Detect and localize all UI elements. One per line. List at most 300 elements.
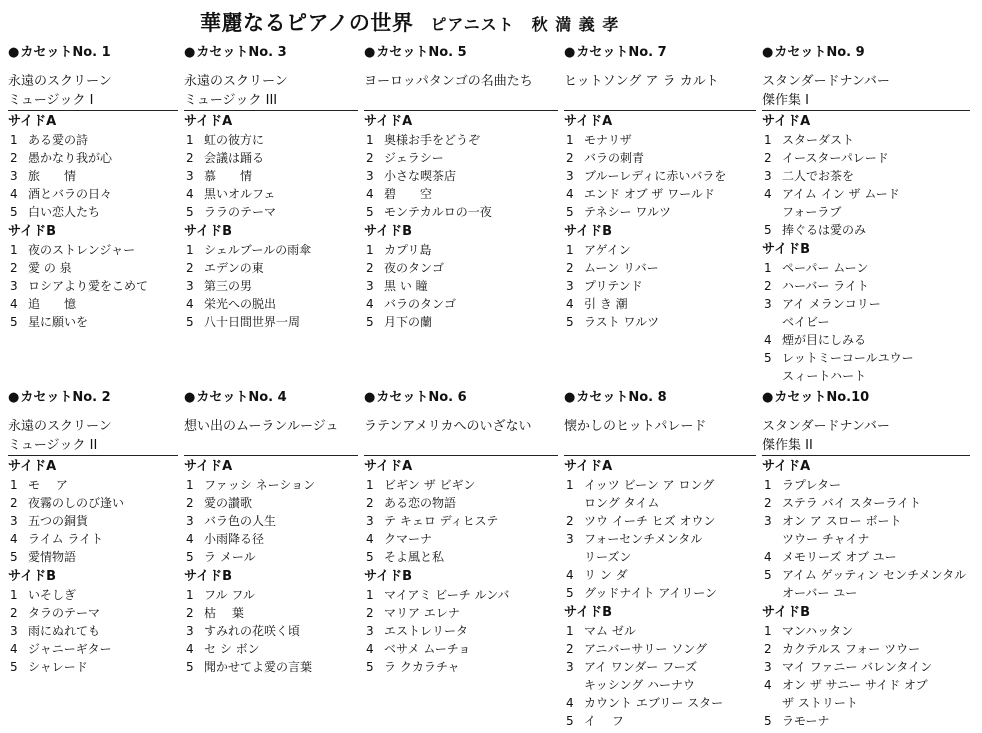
track-title xyxy=(204,476,364,494)
track-number: 5 xyxy=(186,550,194,564)
cassette-row-bottom xyxy=(8,388,976,733)
track-number: 2 xyxy=(764,496,772,510)
track-item xyxy=(8,167,184,185)
track-number: 1 xyxy=(366,133,374,147)
track-title xyxy=(384,586,564,604)
track-number: 4 xyxy=(566,696,574,710)
track-item xyxy=(184,476,364,494)
track-title xyxy=(204,203,364,221)
track-title-line: モンテカルロの一夜 xyxy=(384,205,492,219)
track-item xyxy=(564,149,762,167)
track-title xyxy=(384,512,564,530)
track-title xyxy=(204,512,364,530)
bullet-icon: ● xyxy=(8,390,20,405)
track-item xyxy=(564,167,762,185)
track-title xyxy=(384,640,564,658)
track-number: 4 xyxy=(186,187,194,201)
track-number: 2 xyxy=(366,151,374,165)
side-label: サイドA xyxy=(184,459,233,474)
track-number: 1 xyxy=(10,133,18,147)
track-title-line: マンハッタン xyxy=(782,624,854,638)
track-title-line: 小さな喫茶店 xyxy=(384,169,457,183)
track-title xyxy=(782,548,976,566)
side-label: サイドA xyxy=(184,114,233,129)
track-title-line: 碧 空 xyxy=(384,187,433,201)
track-item xyxy=(184,149,364,167)
track-title-line: 愛 の 泉 xyxy=(28,261,72,275)
track-item xyxy=(564,694,762,712)
track-item xyxy=(564,241,762,259)
track-item xyxy=(184,259,364,277)
track-number: 4 xyxy=(10,642,18,656)
cassette-header xyxy=(364,388,564,408)
cassette-header xyxy=(762,43,976,63)
track-number: 3 xyxy=(764,297,772,311)
track-title-line: ビギン ザ ビギン xyxy=(384,478,476,492)
bullet-icon: ● xyxy=(762,390,774,405)
track-number: 4 xyxy=(764,187,772,201)
track-title-line: シェルブールの雨傘 xyxy=(204,243,312,257)
track-number: 5 xyxy=(764,223,772,237)
track-title xyxy=(384,149,564,167)
album-title-line: 傑作集 I xyxy=(762,93,809,108)
track-number: 2 xyxy=(366,261,374,275)
track-title-line: ロング タイム xyxy=(584,496,660,510)
side-label: サイドA xyxy=(364,459,413,474)
track-title xyxy=(204,167,364,185)
side-label: サイドB xyxy=(8,569,56,584)
track-item xyxy=(364,548,564,566)
track-title-line: 二人でお茶を xyxy=(782,169,855,183)
track-item xyxy=(184,640,364,658)
track-title xyxy=(28,530,184,548)
track-title xyxy=(782,167,976,185)
track-number: 5 xyxy=(366,660,374,674)
track-title xyxy=(384,259,564,277)
track-title-line: 小雨降る径 xyxy=(204,532,265,546)
track-title xyxy=(384,295,564,313)
track-item xyxy=(564,640,762,658)
track-title-line: 黒 い 瞳 xyxy=(384,279,428,293)
track-title xyxy=(204,259,364,277)
album-title-line: スタンダードナンバー xyxy=(762,74,890,89)
track-title-line: 八十日間世界一周 xyxy=(204,315,301,329)
track-title xyxy=(204,658,364,676)
cassette-header xyxy=(564,388,762,408)
track-item xyxy=(762,548,976,566)
pianist-credit: ピアニスト 秋 満 義 孝 xyxy=(430,15,620,34)
track-number: 1 xyxy=(764,133,772,147)
track-title-line: オン ザ サニー サイド オブ xyxy=(782,678,928,692)
track-title xyxy=(384,658,564,676)
track-item xyxy=(564,566,762,584)
track-title-line: プリテンド xyxy=(584,279,643,293)
album-title-line: ヨーロッパタンゴの名曲たち xyxy=(364,74,533,89)
track-title-line: 夜のタンゴ xyxy=(384,261,445,275)
cassette-block xyxy=(762,388,976,733)
track-title-line: アイム イン ザ ムード xyxy=(782,187,900,201)
cassette-number: カセットNo. 2 xyxy=(20,390,111,405)
track-title-line: フォーセンチメンタル xyxy=(584,532,703,546)
track-number: 4 xyxy=(366,642,374,656)
track-title-line: グッドナイト アイリーン xyxy=(584,586,718,600)
track-title xyxy=(584,259,762,277)
track-title xyxy=(204,295,364,313)
track-title xyxy=(384,277,564,295)
track-title xyxy=(204,548,364,566)
track-item xyxy=(184,494,364,512)
track-title xyxy=(584,530,762,566)
track-number: 4 xyxy=(366,532,374,546)
bullet-icon: ● xyxy=(184,390,196,405)
side-label: サイドB xyxy=(8,224,56,239)
album-title-line: 永遠のスクリーン xyxy=(8,419,112,434)
track-title-line: 黒いオルフェ xyxy=(204,187,276,201)
track-number: 3 xyxy=(366,279,374,293)
track-item xyxy=(762,277,976,295)
track-title-line: オン ア スロー ボート xyxy=(782,514,902,528)
track-title-line: セ シ ボン xyxy=(204,642,260,656)
track-item xyxy=(364,658,564,676)
track-title-line: ファッシ ネーション xyxy=(204,478,316,492)
track-title xyxy=(584,712,762,730)
track-title xyxy=(204,313,364,331)
track-title xyxy=(204,277,364,295)
cassette-block xyxy=(184,43,364,388)
cassette-block xyxy=(364,43,564,388)
track-number: 5 xyxy=(10,660,18,674)
track-title xyxy=(384,604,564,622)
track-item xyxy=(184,586,364,604)
track-number: 2 xyxy=(10,606,18,620)
track-item xyxy=(564,658,762,694)
track-title-line: スィートハート xyxy=(782,369,867,383)
track-title-line: リーズン xyxy=(584,550,632,564)
track-title-line: マリア エレナ xyxy=(384,606,460,620)
album-title xyxy=(184,63,358,111)
track-number: 1 xyxy=(566,478,574,492)
track-item xyxy=(364,295,564,313)
track-number: 3 xyxy=(366,169,374,183)
track-title xyxy=(782,131,976,149)
track-item xyxy=(184,604,364,622)
track-item xyxy=(564,712,762,730)
track-title-line: アイ メランコリー xyxy=(782,297,881,311)
track-title-line: リ ン ダ xyxy=(584,568,628,582)
track-title-line: アイ ワンダー フーズ xyxy=(584,660,698,674)
track-number: 3 xyxy=(10,279,18,293)
track-item xyxy=(762,185,976,221)
track-title-line: アイム ゲッティン センチメンタル xyxy=(782,568,967,582)
track-number: 5 xyxy=(366,205,374,219)
track-title xyxy=(28,241,184,259)
track-title xyxy=(584,149,762,167)
track-number: 2 xyxy=(10,151,18,165)
track-number: 1 xyxy=(566,243,574,257)
track-number: 2 xyxy=(10,261,18,275)
side-label: サイドB xyxy=(564,224,612,239)
cassette-header xyxy=(8,43,184,63)
track-title-line: フル フル xyxy=(204,588,255,602)
track-number: 2 xyxy=(764,279,772,293)
track-title xyxy=(384,203,564,221)
track-title xyxy=(384,185,564,203)
track-item xyxy=(364,149,564,167)
side-label: サイドB xyxy=(364,224,412,239)
track-title xyxy=(28,313,184,331)
track-title-line: ステラ バイ スターライト xyxy=(782,496,922,510)
track-item xyxy=(564,203,762,221)
track-number: 1 xyxy=(764,261,772,275)
track-number: 5 xyxy=(186,315,194,329)
track-title-line: 煙が目にしみる xyxy=(782,333,867,347)
track-title-line: ライム ライト xyxy=(28,532,104,546)
track-number: 2 xyxy=(566,514,574,528)
track-item xyxy=(762,131,976,149)
cassette-header xyxy=(364,43,564,63)
track-item xyxy=(8,476,184,494)
track-title xyxy=(204,131,364,149)
side-label: サイドB xyxy=(184,569,232,584)
track-number: 1 xyxy=(10,478,18,492)
track-title-line: エデンの東 xyxy=(204,261,264,275)
track-title-line: ツウ イーチ ヒズ オウン xyxy=(584,514,716,528)
track-title xyxy=(384,494,564,512)
track-title xyxy=(28,512,184,530)
track-title-line: エンド オブ ザ ワールド xyxy=(584,187,715,201)
track-number: 1 xyxy=(764,624,772,638)
track-title-line: ロシアより愛をこめて xyxy=(28,279,149,293)
track-title-line: フォーラブ xyxy=(782,205,842,219)
track-title xyxy=(584,512,762,530)
track-number: 1 xyxy=(366,478,374,492)
cassette-number: カセットNo. 9 xyxy=(774,45,865,60)
track-item xyxy=(184,203,364,221)
track-title-line: イッツ ビーン ア ロング xyxy=(584,478,715,492)
track-item xyxy=(8,548,184,566)
track-item xyxy=(364,167,564,185)
track-number: 3 xyxy=(566,279,574,293)
bullet-icon: ● xyxy=(564,45,576,60)
track-title-line: ハーバー ライト xyxy=(782,279,869,293)
track-title xyxy=(584,313,762,331)
track-item xyxy=(8,622,184,640)
track-title xyxy=(584,185,762,203)
album-title-line: ミュージック III xyxy=(184,93,278,108)
bullet-icon: ● xyxy=(364,45,376,60)
track-title xyxy=(204,149,364,167)
track-item xyxy=(364,586,564,604)
track-number: 4 xyxy=(186,532,194,546)
track-title-line: マイ ファニー バレンタイン xyxy=(782,660,933,674)
track-number: 5 xyxy=(366,315,374,329)
cassette-number: カセットNo. 7 xyxy=(576,45,667,60)
cassette-header xyxy=(184,388,364,408)
track-title xyxy=(584,241,762,259)
track-item xyxy=(564,259,762,277)
track-title xyxy=(384,131,564,149)
track-title xyxy=(782,566,976,602)
track-title xyxy=(384,548,564,566)
track-title xyxy=(204,604,364,622)
track-title xyxy=(384,476,564,494)
track-item xyxy=(564,277,762,295)
track-item xyxy=(762,494,976,512)
track-item xyxy=(564,476,762,512)
track-item xyxy=(762,512,976,548)
track-title xyxy=(584,622,762,640)
track-number: 2 xyxy=(366,496,374,510)
track-title-line: タラのテーマ xyxy=(28,606,101,620)
track-title xyxy=(782,331,976,349)
track-number: 1 xyxy=(566,624,574,638)
track-title-line: 愛の讃歌 xyxy=(204,496,253,510)
track-title-line: テネシー ワルツ xyxy=(584,205,671,219)
track-title xyxy=(782,494,976,512)
side-label: サイドB xyxy=(364,569,412,584)
track-number: 1 xyxy=(366,243,374,257)
track-item xyxy=(762,259,976,277)
track-title xyxy=(782,277,976,295)
track-item xyxy=(184,131,364,149)
track-title-line: 追 憶 xyxy=(28,297,77,311)
track-item xyxy=(8,149,184,167)
track-title-line: 慕 情 xyxy=(204,169,253,183)
track-item xyxy=(184,622,364,640)
track-title-line: ラ メール xyxy=(204,550,256,564)
cassette-number: カセットNo. 5 xyxy=(376,45,467,60)
track-number: 4 xyxy=(764,333,772,347)
track-title xyxy=(204,530,364,548)
track-number: 3 xyxy=(186,279,194,293)
track-item xyxy=(564,530,762,566)
track-title-line: スターダスト xyxy=(782,133,855,147)
track-title-line: 夜霧のしのび逢い xyxy=(28,496,125,510)
track-title-line: アゲイン xyxy=(584,243,631,257)
side-label: サイドA xyxy=(8,459,57,474)
track-title-line: 雨にぬれても xyxy=(28,624,101,638)
track-item xyxy=(564,313,762,331)
track-title-line: ベサメ ムーチョ xyxy=(384,642,471,656)
cassette-header xyxy=(8,388,184,408)
track-number: 3 xyxy=(764,660,772,674)
track-title-line: 白い恋人たち xyxy=(28,205,101,219)
cassette-number: カセットNo.10 xyxy=(774,390,870,405)
track-title xyxy=(28,149,184,167)
track-title xyxy=(28,476,184,494)
track-number: 4 xyxy=(10,187,18,201)
track-number: 5 xyxy=(566,205,574,219)
track-title xyxy=(384,313,564,331)
track-number: 2 xyxy=(186,151,194,165)
track-title xyxy=(28,658,184,676)
track-title-line: オーバー ユー xyxy=(782,586,858,600)
album-title xyxy=(184,408,358,456)
track-item xyxy=(184,277,364,295)
track-title-line: ザ ストリート xyxy=(782,696,858,710)
track-title-line: キッシング ハーナウ xyxy=(584,678,696,692)
track-title-line: ある愛の詩 xyxy=(28,133,89,147)
track-number: 5 xyxy=(186,660,194,674)
track-title xyxy=(782,622,976,640)
track-number: 5 xyxy=(764,351,772,365)
track-item xyxy=(364,313,564,331)
track-item xyxy=(8,185,184,203)
track-number: 4 xyxy=(10,297,18,311)
track-title xyxy=(28,622,184,640)
track-title xyxy=(584,658,762,694)
track-item xyxy=(762,149,976,167)
album-title xyxy=(762,63,970,111)
track-number: 1 xyxy=(366,588,374,602)
side-label: サイドB xyxy=(762,605,810,620)
track-item xyxy=(762,712,976,730)
track-item xyxy=(364,277,564,295)
track-title-line: カクテルス フォー ツウー xyxy=(782,642,921,656)
album-title-line: 傑作集 II xyxy=(762,438,813,453)
track-title-line: すみれの花咲く頃 xyxy=(204,624,301,638)
track-title-line: レットミーコールユウー xyxy=(782,351,914,365)
track-item xyxy=(184,241,364,259)
track-title-line: ペーパー ムーン xyxy=(782,261,869,275)
track-title-line: 聞かせてよ愛の言葉 xyxy=(204,660,313,674)
track-item xyxy=(8,512,184,530)
track-item xyxy=(8,604,184,622)
album-title xyxy=(564,408,756,456)
track-item xyxy=(762,640,976,658)
track-title xyxy=(782,221,976,239)
track-item xyxy=(184,185,364,203)
track-number: 1 xyxy=(186,243,194,257)
track-item xyxy=(8,586,184,604)
page-title: 華麗なるピアノの世界 xyxy=(200,11,414,35)
track-number: 3 xyxy=(186,624,194,638)
track-item xyxy=(762,331,976,349)
track-title-line: 星に願いを xyxy=(28,315,89,329)
track-title xyxy=(584,640,762,658)
track-title-line: イ フ xyxy=(584,714,624,728)
track-item xyxy=(184,658,364,676)
track-item xyxy=(364,512,564,530)
side-label: サイドA xyxy=(564,459,613,474)
track-title xyxy=(384,241,564,259)
track-item xyxy=(564,622,762,640)
track-title xyxy=(28,494,184,512)
track-title-line: クマーナ xyxy=(384,532,433,546)
side-label: サイドB xyxy=(184,224,232,239)
track-item xyxy=(184,530,364,548)
track-title-line: 月下の蘭 xyxy=(384,315,433,329)
track-number: 1 xyxy=(566,133,574,147)
album-title-line: ヒットソング ア ラ カルト xyxy=(564,74,719,89)
album-title xyxy=(8,63,178,111)
track-title-line: 愚かなり我が心 xyxy=(28,151,113,165)
bullet-icon: ● xyxy=(184,45,196,60)
track-title xyxy=(28,277,184,295)
track-title xyxy=(204,241,364,259)
track-item xyxy=(762,221,976,239)
track-title xyxy=(782,658,976,676)
track-item xyxy=(184,167,364,185)
track-number: 4 xyxy=(764,678,772,692)
track-title xyxy=(28,131,184,149)
cassette-number: カセットNo. 6 xyxy=(376,390,467,405)
album-title-line: ラテンアメリカへのいざない xyxy=(364,419,532,434)
track-title xyxy=(782,712,976,730)
track-item xyxy=(762,167,976,185)
side-label: サイドB xyxy=(762,242,810,257)
track-title xyxy=(782,676,976,712)
